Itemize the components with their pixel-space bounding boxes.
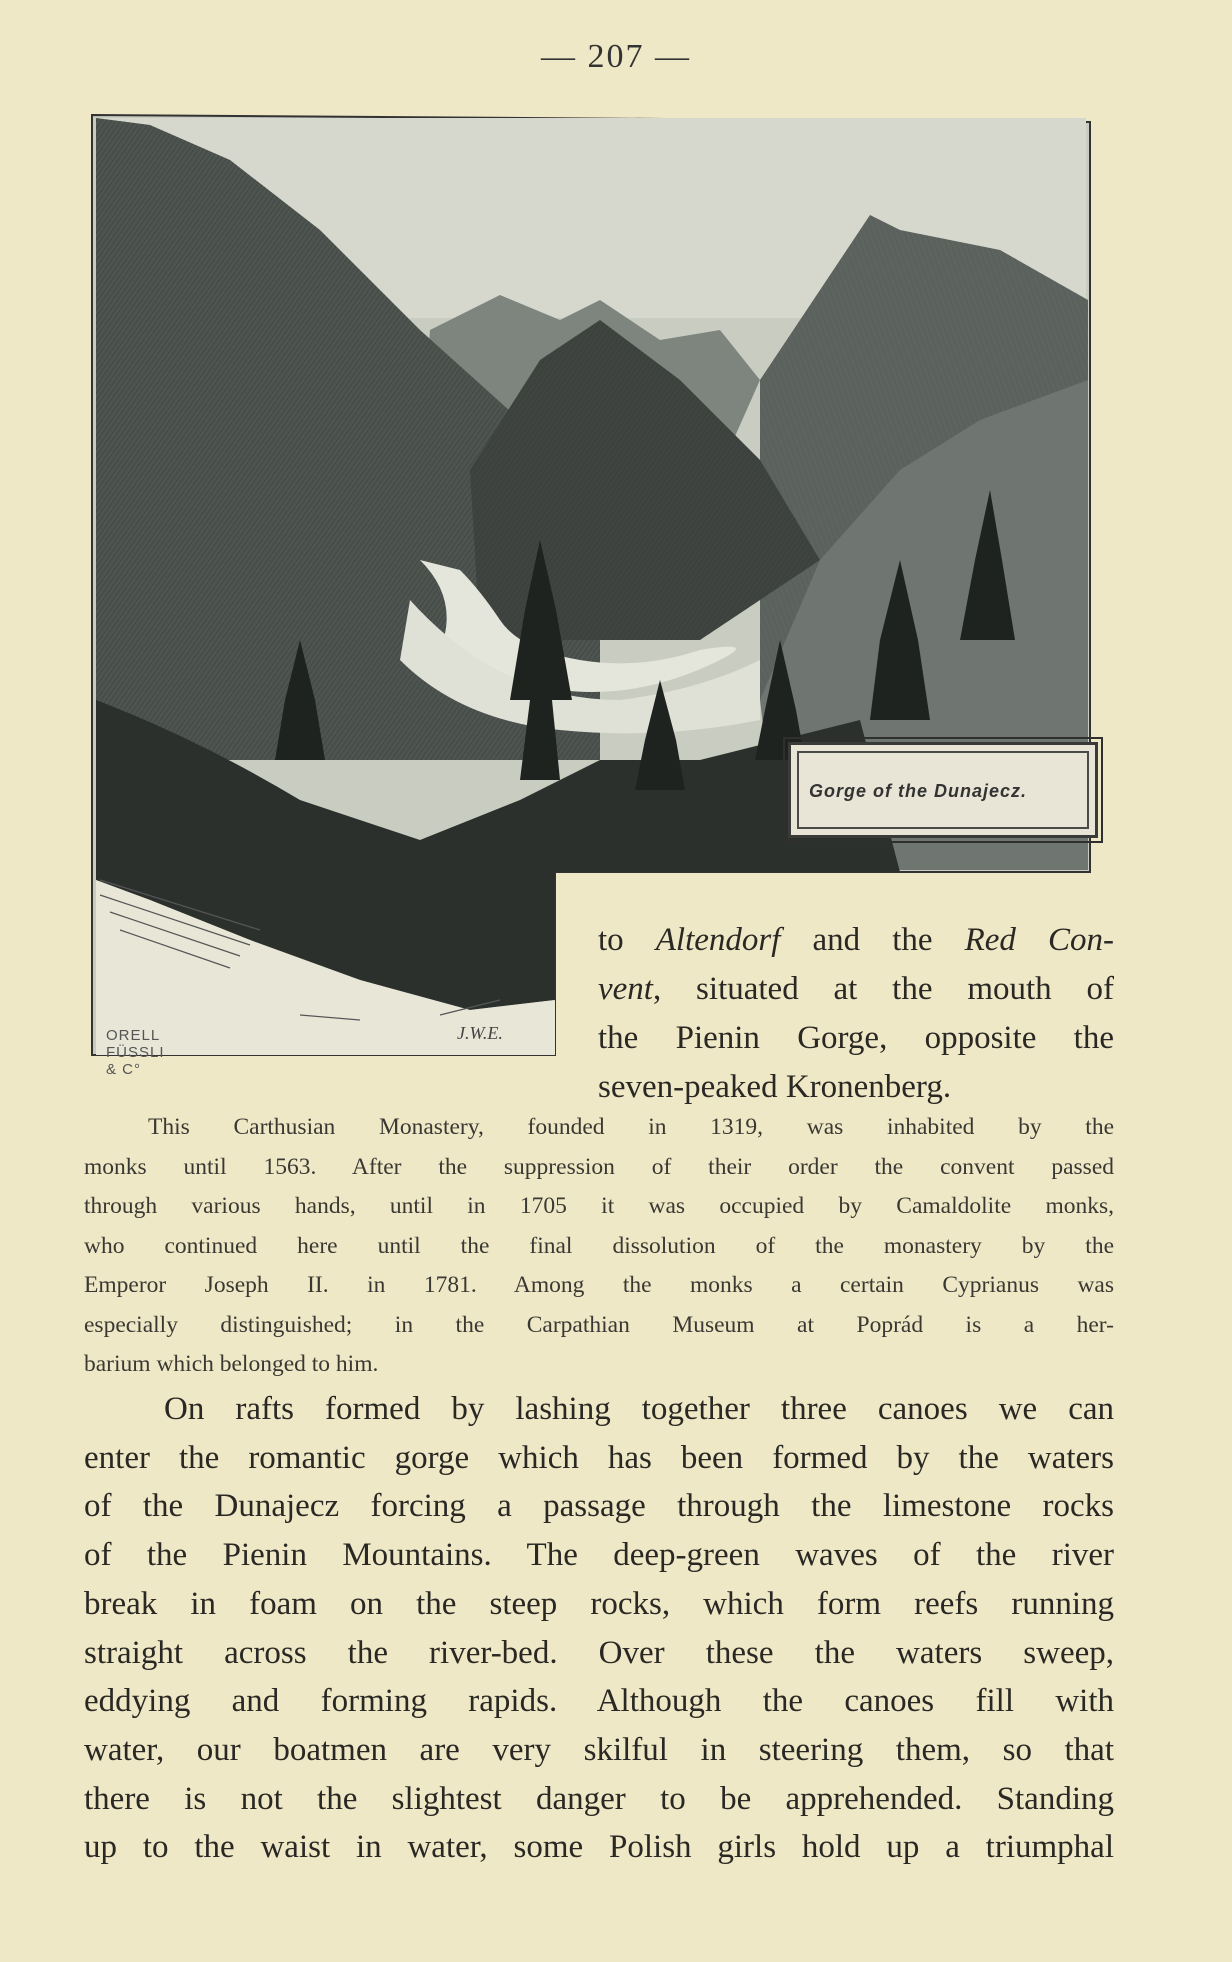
- footnote-line: monks until 1563. After the suppression of their order the convent passed: [84, 1153, 1114, 1180]
- footnote-line: especially distinguished; in the Carpathian Museum at Poprád is a her-: [84, 1311, 1114, 1338]
- body-line: enter the romantic gorge which has been formed by the waters: [84, 1439, 1114, 1476]
- body-line: eddying and forming rapids. Although the canoes fill with: [84, 1683, 1114, 1720]
- side-line: vent, situated at the mouth of: [598, 971, 1114, 1007]
- side-line: to Altendorf and the Red Con-: [598, 922, 1114, 958]
- body-line: up to the waist in water, some Polish girls hold up a triumphal: [84, 1829, 1114, 1866]
- footnote-line: who continued here until the final dissolution of the monastery by the: [84, 1232, 1114, 1259]
- body-line: break in foam on the steep rocks, which form reefs running: [84, 1585, 1114, 1622]
- engraver-credit: ORELL FÜSSLI & C°: [106, 1027, 165, 1078]
- footnote-line: Emperor Joseph II. in 1781. Among the monks a certain Cyprianus was: [84, 1272, 1114, 1298]
- body-line: On rafts formed by lashing together three canoes we can: [164, 1391, 1114, 1427]
- side-line: the Pienin Gorge, opposite the: [598, 1020, 1114, 1056]
- figure-caption-box: [788, 742, 1098, 838]
- body-line: straight across the river-bed. Over these the waters sweep,: [84, 1634, 1114, 1671]
- side-line: seven-peaked Kronenberg.: [598, 1069, 952, 1105]
- figure-caption: Gorge of the Dunajecz.: [809, 781, 1028, 801]
- body-line: of the Pienin Mountains. The deep-green waves of the river: [84, 1537, 1114, 1574]
- side-paragraph: [598, 916, 1114, 1112]
- body-line: water, our boatmen are very skilful in steering them, so that: [84, 1731, 1114, 1768]
- main-paragraph: [84, 1385, 1114, 1872]
- footnote-line: This Carthusian Monastery, founded in 1319, was inhabited by the: [148, 1114, 1114, 1140]
- body-line: there is not the slightest danger to be apprehended. Standing: [84, 1780, 1114, 1817]
- footnote-line: through various hands, until in 1705 it was occupied by Camaldolite monks,: [84, 1193, 1114, 1219]
- page-number: — 207 —: [541, 38, 691, 75]
- artist-signature: J.W.E.: [457, 1023, 503, 1043]
- body-line: of the Dunajecz forcing a passage through the limestone rocks: [84, 1488, 1114, 1525]
- footnote: [84, 1108, 1114, 1385]
- footnote-line: barium which belonged to him.: [84, 1351, 379, 1377]
